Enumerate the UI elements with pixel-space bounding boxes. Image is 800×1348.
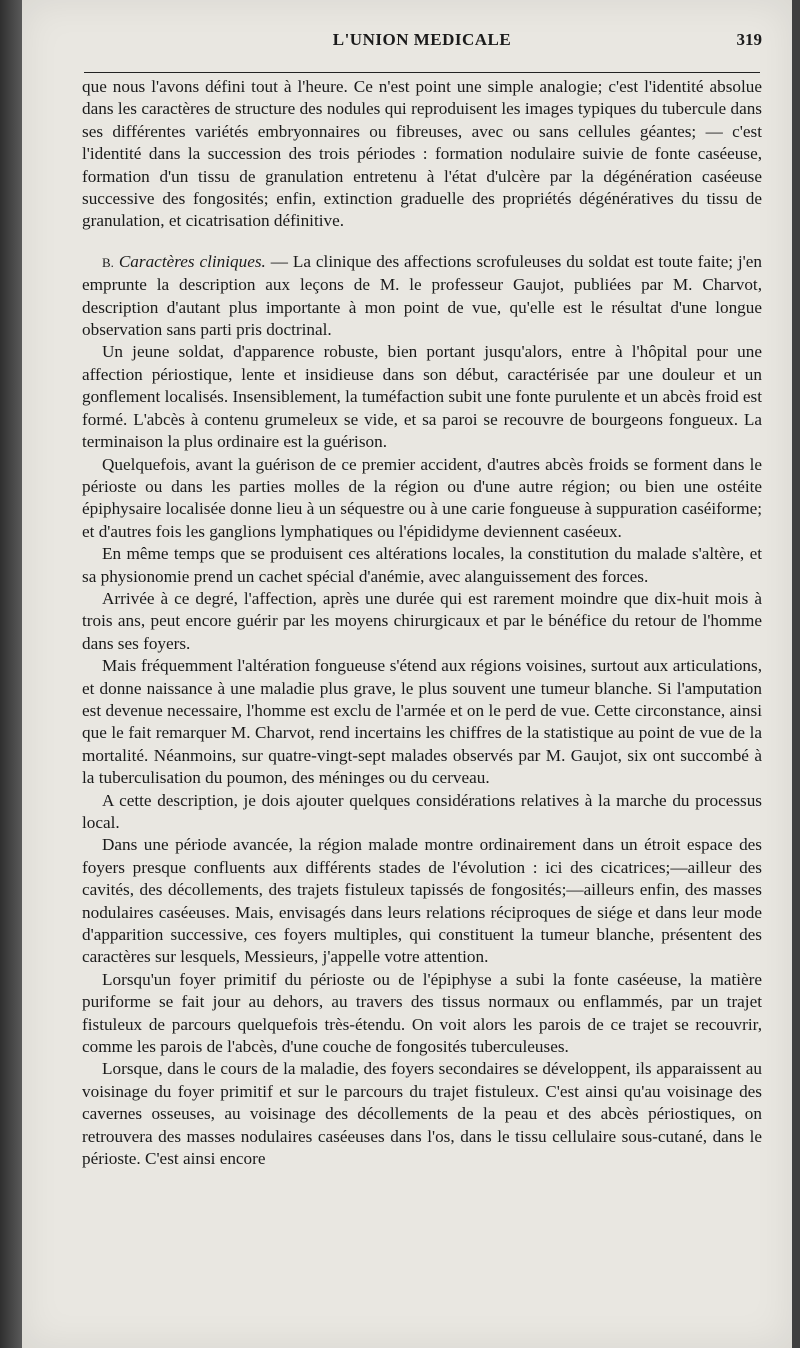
- paragraph: Quelquefois, avant la guérison de ce premier accident, d'autres abcès froids se forment dans le périoste ou dans les parties molles de la région ou d'une autre région; ou bien une ostéite épiphysaire localisée donne lieu à un séquestre ou à une carie fongueuse à suppuration caséiforme; et d'autres fois les ganglions lymphatiques ou l'épididyme deviennent caséeux.: [82, 454, 762, 541]
- section-b-paragraph: [82, 251, 762, 342]
- section-heading: Caractères cliniques.: [118, 251, 266, 271]
- paragraph: Lorsque, dans le cours de la maladie, des foyers secondaires se développent, ils apparaissent au voisinage du foyer primitif et sur le parcours du trajet fistuleux. C'est ainsi qu'au voisinage des cavernes osseuses, au voisinage des décollements de la peau et des abcès périostiques, on retrouvera des masses nodulaires caséeuses dans l'os, dans le tissu cellulaire sous-cutané, dans le périoste. C'est ainsi encore: [82, 1059, 762, 1169]
- document-page: [22, 0, 792, 1348]
- paragraph: En même temps que se produisent ces altérations locales, la constitution du malade s'altère, et sa physionomie prend un cachet spécial d'anémie, avec alanguissement des forces.: [82, 544, 762, 586]
- section-b-text: — La clinique des affections scrofuleuses du soldat est toute faite; j'en emprunte la description aux leçons de M. le professeur Gaujot, publiées par M. Charvot, description d'autant plus importante à mon point de vue, qu'elle est le résultat d'une longue observation sans parti pris doctrinal.: [82, 251, 762, 340]
- paragraph-continuation: que nous l'avons défini tout à l'heure. Ce n'est point une simple analogie; c'est l'identité absolue dans les caractères de structure des nodules qui reproduisent les images typiques du tubercule dans ses différentes variétés embryonnaires ou fibreuses, avec ou sans cellules géantes; — c'est l'identité dans la succession des trois périodes : formation nodulaire suivie de fonte caséeuse, formation d'un tissu de granulation entretenu à l'état d'ulcère par la dégénération caséeuse successive des fongosités; enfin, extinction graduelle des propriétés dégénératives du tissu de granulation, et cicatrisation définitive.: [82, 77, 762, 231]
- scan-left-edge: [0, 0, 22, 1348]
- section-marker: B.: [102, 254, 114, 270]
- body-text: [82, 76, 762, 1171]
- paragraph: Un jeune soldat, d'apparence robuste, bien portant jusqu'alors, entre à l'hôpital pour une affection périostique, lente et insidieuse dans son début, caractérisée par une douleur et un gonflement localisés. Insensiblement, la tuméfaction subit une fonte purulente et un abcès froid est formé. L'abcès à contenu grumeleux se vide, et sa paroi se recouvre de bourgeons fongueux. La terminaison la plus ordinaire est la guérison.: [82, 342, 762, 452]
- paragraph: Arrivée à ce degré, l'affection, après une durée qui est rarement moindre que dix-huit mois à trois ans, peut encore guérir par les moyens chirurgicaux et par le bénéfice du retour de l'homme dans ses foyers.: [82, 588, 762, 653]
- header-rule: [84, 72, 760, 73]
- paragraph: Mais fréquemment l'altération fongueuse s'étend aux régions voisines, surtout aux articulations, et donne naissance à une maladie plus grave, le plus souvent une tumeur blanche. Si l'amputation est devenue necessaire, l'homme est exclu de l'armée et on le perd de vue. Cette circonstance, ainsi que le fait remarquer M. Charvot, rend incertains les chiffres de la statistique au point de vue de la mortalité. Néanmoins, sur quatre-vingt-sept malades observés par M. Gaujot, six ont succombé à la tuberculisation du poumon, des méninges ou du cerveau.: [82, 656, 762, 788]
- paragraph: Dans une période avancée, la région malade montre ordinairement dans un étroit espace des foyers presque confluents aux différents stades de l'évolution : ici des cicatrices;—ailleur des cavités, des décollements, des trajets fistuleux tapissés de fongosités;—ailleurs enfin, des masses nodulaires caséeuses. Mais, envisagés dans leurs relations réciproques de siége et dans leur mode d'apparition successive, ces foyers multiples, qui constituent la tumeur blanche, présentent des caractères sur lesquels, Messieurs, j'appelle votre attention.: [82, 835, 762, 967]
- page-number: 319: [736, 30, 762, 49]
- paragraph: A cette description, je dois ajouter quelques considérations relatives à la marche du processus local.: [82, 790, 762, 832]
- page-header: [82, 30, 762, 60]
- paragraph: Lorsqu'un foyer primitif du périoste ou de l'épiphyse a subi la fonte caséeuse, la matière puriforme se fait jour au dehors, au travers des tissus normaux ou enflammés, par un trajet fistuleux de parcours quelquefois très-étendu. On voit alors les parois de ce trajet se recouvrir, comme les parois de l'abcès, d'une couche de fongosités tuberculeuses.: [82, 969, 762, 1057]
- running-head: L'UNION MEDICALE: [332, 30, 512, 49]
